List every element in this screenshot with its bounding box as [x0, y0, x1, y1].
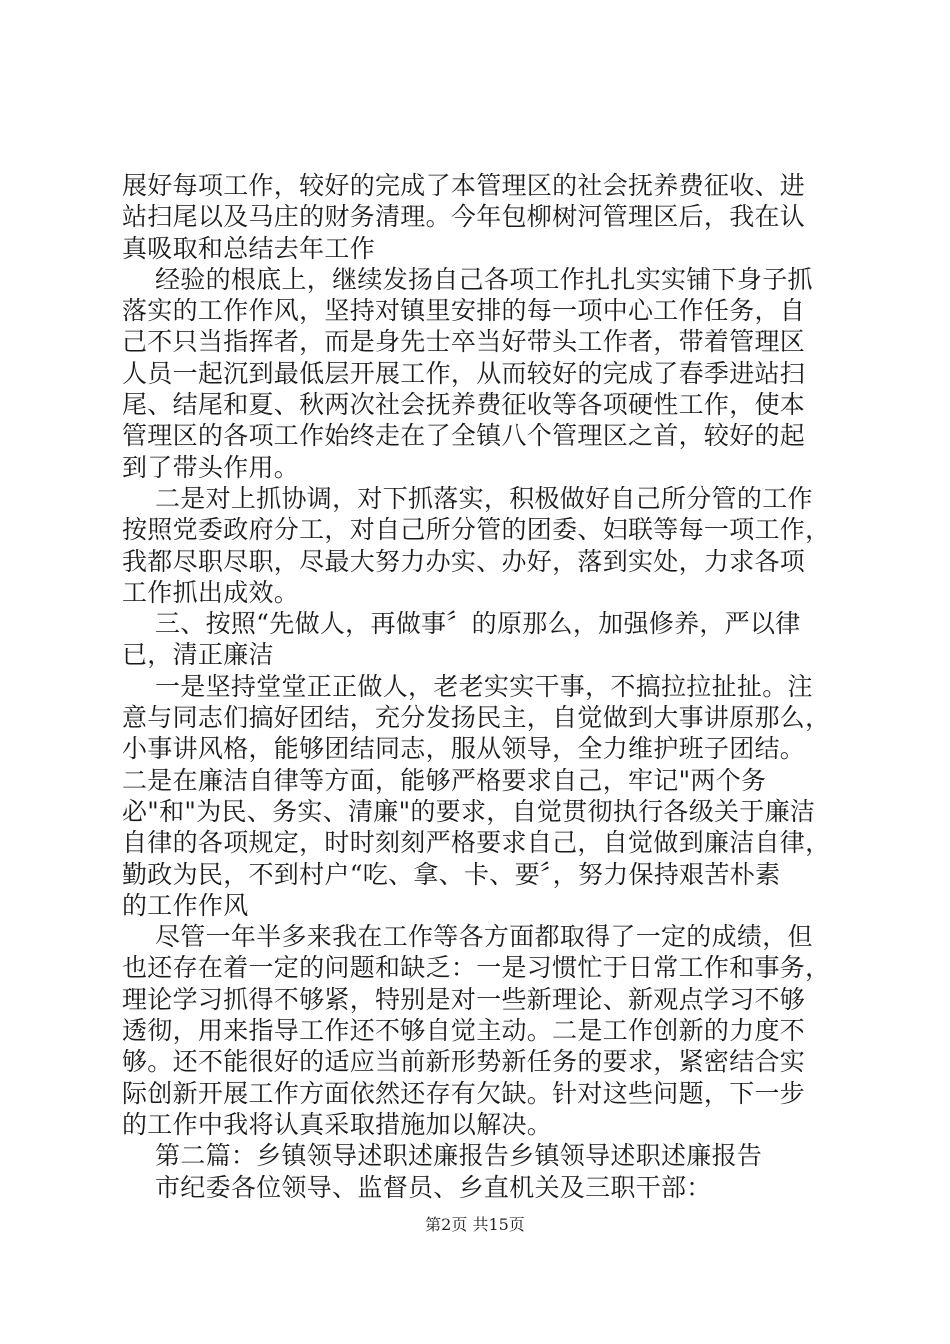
- text-line: 第二篇：乡镇领导述职述廉报告乡镇领导述职述廉报告: [122, 1141, 763, 1171]
- text-line: 管理区的各项工作始终走在了全镇八个管理区之首，较好的起: [122, 421, 806, 451]
- text-line: 工作抓出成效。: [122, 577, 300, 607]
- page-footer: 第2页 共15页: [425, 1215, 525, 1234]
- text-line: 市纪委各位领导、监督员、乡直机关及三职干部：: [122, 1172, 712, 1202]
- text-line: 站扫尾以及马庄的财务清理。今年包柳树河管理区后，我在认: [122, 202, 806, 232]
- text-line: 勤政为民，不到村户“吃、拿、卡、要〞，努力保持艰苦朴素: [122, 859, 781, 889]
- text-line: 人员一起沉到最低层开展工作，从而较好的完成了春季进站扫: [122, 358, 806, 388]
- text-line: 也还存在着一定的问题和缺乏：一是习惯忙于日常工作和事务，: [122, 953, 831, 983]
- text-line: 己不只当指挥者，而是身先士卒当好带头工作者，带着管理区: [122, 327, 806, 357]
- text-line: 透彻，用来指导工作还不够自觉主动。二是工作创新的力度不: [122, 1016, 806, 1046]
- text-line: 必"和"为民、务实、清廉"的要求，自觉贯彻执行各级关于廉洁: [122, 796, 816, 826]
- text-line: 真吸取和总结去年工作: [122, 233, 376, 263]
- text-line: 意与同志们搞好团结，充分发扬民主，自觉做到大事讲原那么，: [122, 703, 831, 733]
- text-line: 一是坚持堂堂正正做人，老老实实干事，不搞拉拉扯扯。注: [122, 671, 813, 701]
- text-line: 小事讲风格，能够团结同志，服从领导，全力维护班子团结。: [122, 734, 806, 764]
- text-line: 三、按照“先做人，再做事〞的原那么，加强修养，严以律: [122, 609, 801, 639]
- text-line: 尾、结尾和夏、秋两次社会抚养费征收等各项硬性工作，使本: [122, 390, 806, 420]
- text-line: 落实的工作作风，坚持对镇里安排的每一项中心工作任务，自: [122, 296, 806, 326]
- text-line: 际创新开展工作方面依然还存有欠缺。针对这些问题，下一步: [122, 1078, 806, 1108]
- text-line: 尽管一年半多来我在工作等各方面都取得了一定的成绩，但: [122, 922, 813, 952]
- text-line: 二是对上抓协调，对下抓落实，积极做好自己所分管的工作: [122, 483, 813, 513]
- text-line: 经验的根底上，继续发扬自己各项工作扎扎实实铺下身子抓: [122, 264, 813, 294]
- text-line: 展好每项工作，较好的完成了本管理区的社会抚养费征收、进: [122, 171, 806, 200]
- document-body: [122, 170, 838, 1203]
- text-line: 已，清正廉洁: [122, 640, 274, 670]
- text-line: 够。还不能很好的适应当前新形势新任务的要求，紧密结合实: [122, 1047, 806, 1077]
- text-line: 二是在廉洁自律等方面，能够严格要求自己，牢记"两个务: [122, 765, 767, 795]
- text-line: 按照党委政府分工，对自己所分管的团委、妇联等每一项工作，: [122, 515, 831, 545]
- text-line: 到了带头作用。: [122, 452, 300, 482]
- text-line: 的工作作风: [122, 890, 249, 920]
- text-line: 自律的各项规定，时时刻刻严格要求自己，自觉做到廉洁自律，: [122, 828, 831, 858]
- text-line: 我都尽职尽职，尽最大努力办实、办好，落到实处，力求各项: [122, 546, 806, 576]
- text-line: 的工作中我将认真采取措施加以解决。: [122, 1109, 553, 1139]
- text-line: 理论学习抓得不够紧，特别是对一些新理论、新观点学习不够: [122, 984, 806, 1014]
